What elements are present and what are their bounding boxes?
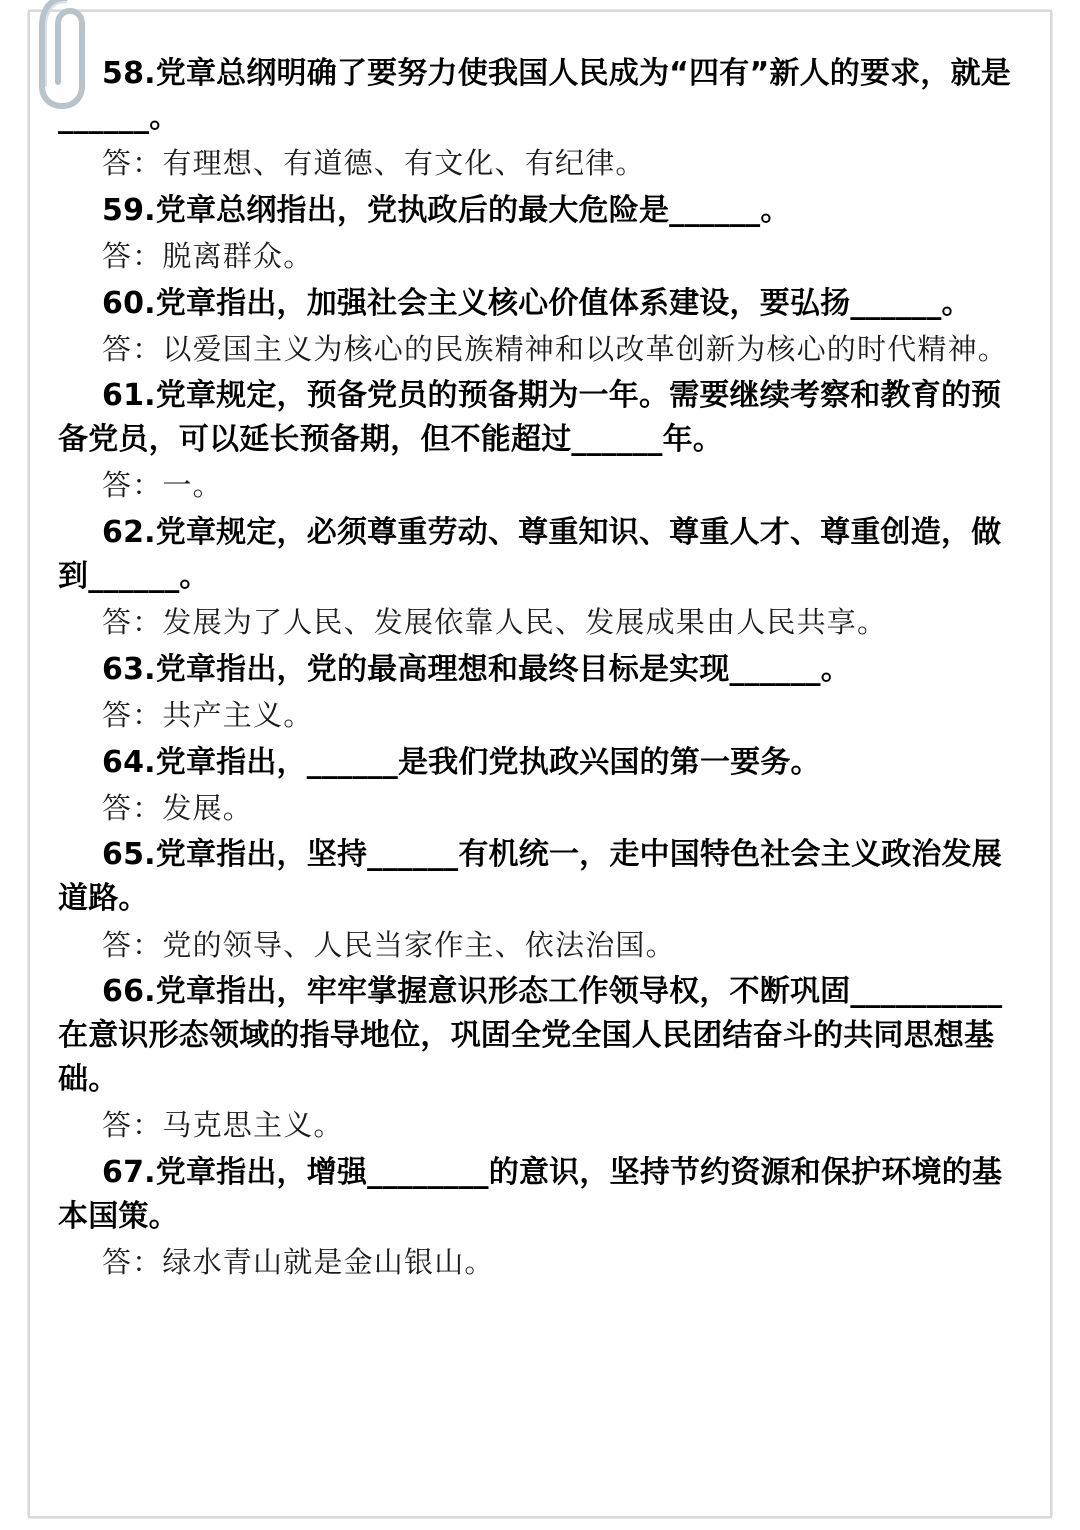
answer-64: 答：发展。 bbox=[102, 790, 254, 825]
answer-58: 答：有理想、有道德、有文化、有纪律。 bbox=[102, 146, 646, 181]
question-65: 65.党章指出，坚持______有机统一，走中国特色社会主义政治发展道路。 bbox=[58, 837, 1002, 917]
answer-61: 答：一。 bbox=[102, 468, 223, 503]
question-64: 64.党章指出，______是我们党执政兴国的第一要务。 bbox=[102, 744, 821, 780]
question-60: 60.党章指出，加强社会主义核心价值体系建设，要弘扬______。 bbox=[102, 285, 972, 321]
answer-65: 答：党的领导、人民当家作主、依法治国。 bbox=[102, 927, 676, 962]
answer-63: 答：共产主义。 bbox=[102, 697, 314, 732]
question-61: 61.党章规定，预备党员的预备期为一年。需要继续考察和教育的预备党员，可以延长预备期，但不能超过______年。 bbox=[58, 378, 1002, 458]
paper-edge-bottom bbox=[28, 1516, 1052, 1518]
paper-edge-right bbox=[1050, 10, 1052, 1518]
question-62: 62.党章规定，必须尊重劳动、尊重知识、尊重人才、尊重创造，做到______。 bbox=[58, 515, 1002, 595]
answer-59: 答：脱离群众。 bbox=[102, 238, 314, 273]
paper-edge-left bbox=[28, 10, 30, 1518]
answer-67: 答：绿水青山就是金山银山。 bbox=[102, 1245, 495, 1280]
question-67: 67.党章指出，增强________的意识，坚持节约资源和保护环境的基本国策。 bbox=[58, 1155, 1003, 1235]
answer-62: 答：发展为了人民、发展依靠人民、发展成果由人民共享。 bbox=[102, 605, 888, 640]
paper-edge-top bbox=[28, 10, 1052, 12]
question-list bbox=[58, 52, 1026, 1288]
question-58: 58.党章总纲明确了要努力使我国人民成为“四有”新人的要求，就是______。 bbox=[58, 56, 1011, 136]
question-66: 66.党章指出，牢牢掌握意识形态工作领导权，不断巩固__________在意识形态领域的指导地位，巩固全党全国人民团结奋斗的共同思想基础。 bbox=[58, 974, 1003, 1098]
question-63: 63.党章指出，党的最高理想和最终目标是实现______。 bbox=[102, 651, 851, 687]
paperclip-icon bbox=[36, 0, 122, 114]
question-59: 59.党章总纲指出，党执政后的最大危险是______。 bbox=[102, 192, 791, 228]
answer-60: 答：以爱国主义为核心的民族精神和以改革创新为核心的时代精神。 bbox=[102, 331, 1009, 366]
answer-66: 答：马克思主义。 bbox=[102, 1108, 344, 1143]
